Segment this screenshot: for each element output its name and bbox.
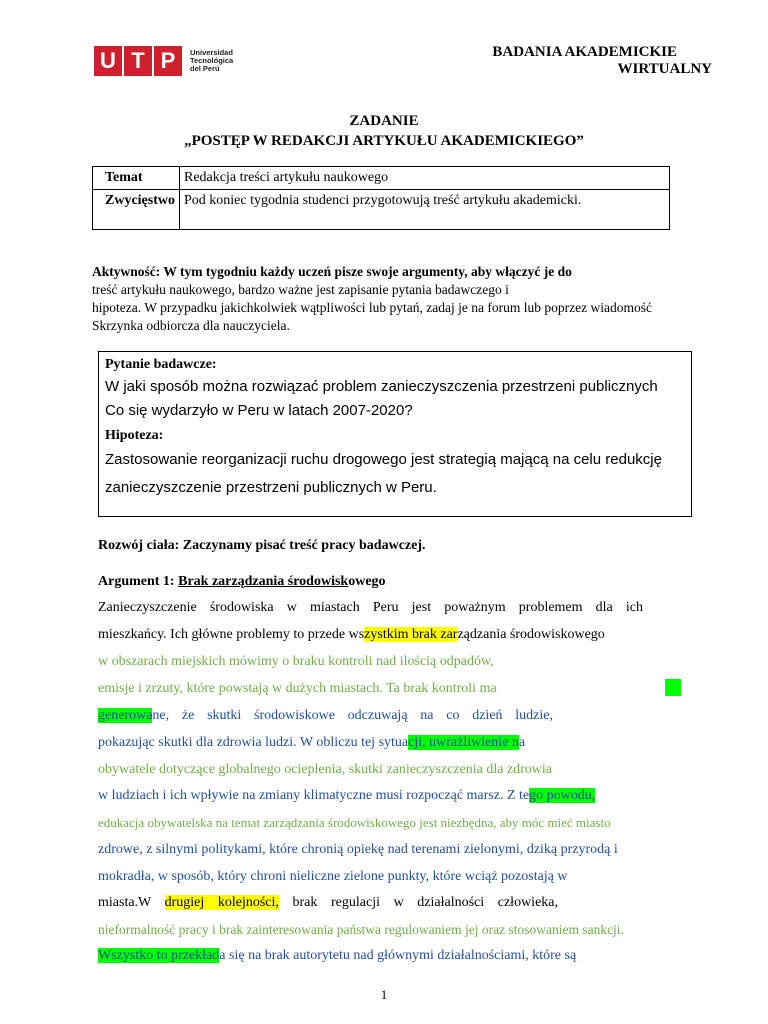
highlight-green: go powodu, (529, 788, 596, 803)
logo-text-line: del Perú (190, 64, 220, 73)
table-row (93, 167, 670, 190)
activity-line: treść artykułu naukowego, bardzo ważne jest zapisanie pytania badawczego i (92, 282, 509, 297)
highlight-green: generowa (98, 708, 153, 723)
logo-letter-p: P (154, 46, 182, 76)
body-line: mokradła, w sposób, który chroni nieliczne zielone punkty, które wciąż pozostają w (98, 869, 568, 884)
body-line (98, 895, 558, 911)
hypothesis-text: Zastosowanie reorganizacji ruchu drogowego jest strategią mającą na celu redukcję (105, 451, 662, 468)
highlight-yellow: drugiej kolejności, (164, 895, 279, 910)
body-line: Zanieczyszczenie środowiska w miastach Peru jest poważnym problemem dla ich (98, 600, 643, 615)
course-line-2: WIRTUALNY (617, 61, 712, 77)
research-question-box (98, 351, 692, 517)
table-key: Temat (93, 167, 180, 190)
utp-logo (94, 46, 233, 76)
text-run: w ludziach i ich wpływie na zmiany klimatyczne musi rozpocząć marsz. Z te (98, 788, 530, 803)
table-value: Pod koniec tygodnia studenci przygotowują treść artykułu akademicki. (180, 190, 670, 230)
body-line: edukacja obywatelska na temat zarządzania środowiskowego jest niezbędna, aby móc mieć miasto (98, 815, 611, 830)
body-line (98, 948, 698, 964)
hypothesis-text: zanieczyszczenie przestrzeni publicznych w Peru. (105, 479, 437, 496)
table-value: Redakcja treści artykułu naukowego (180, 167, 670, 190)
body-line: emisje i zrzuty, które powstają w dużych miastach. Ta brak kontroli ma (98, 681, 497, 696)
highlight-green: Wszystko to przekład (98, 948, 220, 963)
logo-text-line: Universidad (190, 48, 233, 57)
body-line: w obszarach miejskich mówimy o braku kontroli nad ilością odpadów, (98, 654, 494, 669)
argument-title-underlined: Brak zarządzania środowisk (178, 574, 349, 589)
body-line (98, 735, 698, 751)
body-line: obywatele dotyczące globalnego ocieplenia, skutki zanieczyszczenia dla zdrowia (98, 762, 553, 777)
research-question-text: Co się wydarzyło w Peru w latach 2007-2020? (105, 402, 413, 419)
activity-paragraph (92, 263, 712, 335)
highlight-yellow: zystkim brak zar (364, 627, 458, 642)
logo-letter-t: T (124, 46, 152, 76)
hypothesis-label: Hipoteza: (105, 428, 164, 443)
logo-text-line: Tecnológica (190, 56, 234, 65)
body-line (98, 708, 553, 724)
text-run: pokazując skutki dla zdrowia ludzi. W obliczu tej sytua (98, 735, 409, 750)
body-heading: Rozwój ciała: Zaczynamy pisać treść pracy badawczej. (98, 538, 426, 553)
logo-university-name (190, 49, 233, 73)
table-row (93, 190, 670, 230)
body-line (98, 627, 698, 643)
research-question-label: Pytanie badawcze: (105, 357, 217, 372)
text-run: ne, że skutki środowiskowe odczuwają na co dzień ludzie, (152, 708, 553, 723)
research-question-text: W jaki sposób można rozwiązać problem zanieczyszczenia przestrzeni publicznych (105, 378, 658, 395)
text-run: brak regulacji w działalności człowieka, (278, 895, 558, 910)
info-table (92, 166, 670, 230)
page-subtitle: „POSTĘP W REDAKCJI ARTYKUŁU AKADEMICKIEGO” (184, 133, 584, 149)
text-run: miasta.W (98, 895, 165, 910)
argument-heading (98, 574, 698, 590)
highlight-mark (665, 679, 681, 696)
text-run: ządzania środowiskowego (457, 627, 605, 642)
activity-line: Skrzynka odbiorcza dla nauczyciela. (92, 318, 290, 333)
text-run: a (518, 735, 526, 750)
page-number: 1 (380, 987, 388, 1002)
activity-line: hipoteza. W przypadku jakichkolwiek wątpliwości lub pytań, zadaj je na forum lub poprzez wiadomość (92, 300, 652, 315)
text-run: a się na brak autorytetu nad głównymi działalnościami, które są (219, 948, 577, 963)
body-line (98, 788, 698, 804)
course-line-1: BADANIA AKADEMICKIE (492, 44, 677, 60)
body-line: nieformalność pracy i brak zainteresowania państwa regulowaniem jej oraz stosowaniem sankcji. (98, 922, 624, 937)
argument-title-rest: owego (348, 574, 386, 589)
argument-label: Argument 1: (98, 574, 179, 589)
page-title: ZADANIE (349, 113, 419, 129)
logo-letter-u: U (94, 46, 122, 76)
activity-heading: Aktywność: W tym tygodniu każdy uczeń pisze swoje argumenty, aby włączyć je do (92, 264, 572, 279)
highlight-green: cji, uwrażliwienie n (408, 735, 519, 750)
course-name (492, 44, 712, 78)
body-line: zdrowe, z silnymi politykami, które chronią opiekę nad terenami zielonymi, dziką przyrodą i (98, 842, 618, 857)
text-run: mieszkańcy. Ich główne problemy to przede ws (98, 627, 365, 642)
table-key: Zwycięstwo (93, 190, 180, 230)
